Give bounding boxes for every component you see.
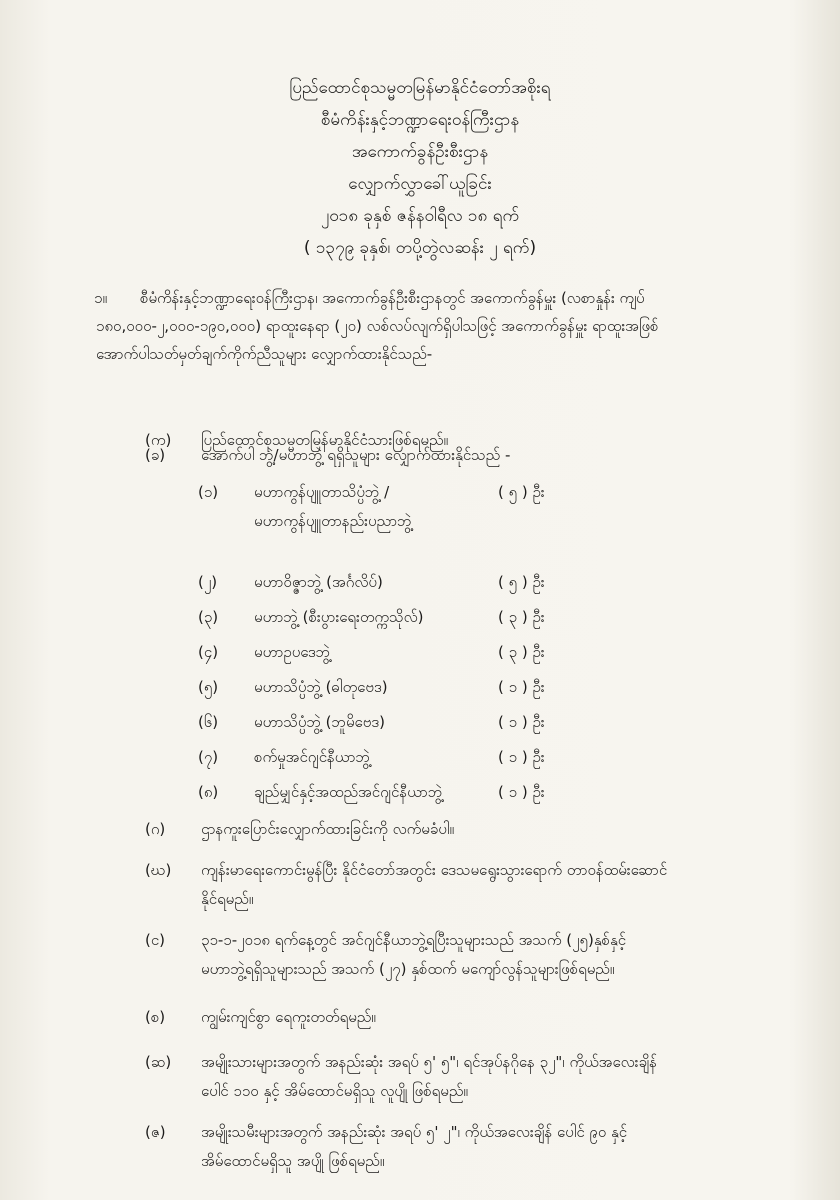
degree-name-alt: မဟာကွန်ပျူတာနည်းပညာဘွဲ့ [254, 512, 412, 530]
announcement-date: ၂၀၁၈ ခုနှစ် ဇန်နဝါရီလ ၁၈ ရက် [320, 206, 520, 226]
announcement-title: လျှောက်လွှာခေါ်ယူခြင်း [348, 174, 492, 194]
degree-count: ( ၃ ) ဦး [498, 643, 545, 661]
department-title: အကောက်ခွန်ဦးစီးဌာန [351, 142, 489, 162]
degree-row [198, 708, 578, 737]
condition-gha [145, 856, 757, 914]
degree-count: ( ၁ ) ဦး [498, 783, 545, 801]
degree-row [198, 603, 578, 632]
degree-marker: (၈) [198, 783, 219, 801]
degree-marker: (၄) [198, 643, 219, 661]
degree-name: မဟာဝိဇ္ဇာဘွဲ့ (အင်္ဂလိပ်) [254, 573, 383, 591]
degree-count: ( ၁ ) ဦး [498, 713, 545, 731]
degree-marker: (၂) [198, 573, 218, 591]
condition-text: ဌာနကူးပြောင်းလျှောက်ထားခြင်းကို လက်မခံပါ။ [201, 820, 455, 838]
condition-marker: (ဇ) [145, 1123, 166, 1141]
condition-text: အမျိုးသားများအတွက် အနည်းဆုံး အရပ် ၅' ၅"၊ ရင်အုပ်နဂိုနေ ၃၂"၊ ကိုယ်အလေးချိန် [201, 1053, 658, 1071]
condition-marker: (ဃ) [145, 861, 172, 879]
degree-row [198, 673, 578, 702]
announcement-lunar-date: ( ၁၃၇၉ ခုနှစ်၊ တပို့တွဲလဆန်း ၂ ရက်) [303, 238, 537, 258]
government-title: ပြည်ထောင်စုသမ္မတမြန်မာနိုင်ငံတော်အစိုးရ [289, 78, 551, 98]
document-header [0, 72, 840, 264]
condition-text: ပေါင် ၁၁၀ နှင့် အိမ်ထောင်မရှိသူ လူပျို ဖြစ်ရမည်။ [201, 1082, 468, 1100]
degree-name: မဟာဘွဲ့ (စီးပွားရေးတက္ကသိုလ်) [254, 608, 424, 626]
degree-marker: (၇) [198, 748, 219, 766]
condition-text: နိုင်ရမည်။ [201, 890, 254, 908]
condition-marker: (ဂ) [145, 820, 166, 838]
degree-count: ( ၅ ) ဦး [498, 573, 545, 591]
condition-marker: (က) [145, 431, 172, 449]
condition-text: ကျွမ်းကျင်စွာ ရေကူးတတ်ရမည်။ [201, 1008, 376, 1026]
condition-za [145, 1118, 757, 1176]
degree-row [198, 478, 578, 536]
condition-marker: (ခ) [145, 446, 166, 464]
condition-text: ၃၁-၁-၂၀၁၈ ရက်နေ့တွင် အင်ဂျင်နီယာဘွဲ့ရပြီးသူများသည် အသက် (၂၅)နှစ်နှင့် [201, 931, 627, 949]
degree-marker: (၁) [198, 483, 219, 501]
condition-text: အောက်ပါ ဘွဲ့/မဟာဘွဲ့ ရရှိသူများ လျှောက်ထားနိုင်သည် - [201, 446, 511, 464]
degree-name: မဟာကွန်ပျူတာသိပ္ပံဘွဲ့ / [254, 483, 390, 501]
degree-count: ( ၁ ) ဦး [498, 678, 545, 696]
condition-marker: (ဆ) [145, 1053, 172, 1071]
condition-marker: (င) [145, 931, 166, 949]
condition-hsa [145, 1048, 757, 1106]
ministry-title: စီမံကိန်းနှင့်ဘဏ္ဍာရေးဝန်ကြီးဌာန [320, 110, 520, 130]
intro-line: ၁၈၀,၀၀၀-၂,၀၀၀-၁၉၀,၀၀၀) ရာထူးနေရာ (၂၀) လစ်လပ်လျက်ရှိပါသဖြင့် အကောက်ခွန်မှူး ရာထူးအဖြစ် [96, 317, 659, 335]
intro-line: စီမံကိန်းနှင့်ဘဏ္ဍာရေးဝန်ကြီးဌာန၊ အကောက်ခွန်ဦးစီးဌာနတွင် အကောက်ခွန်မှူး (လစာနှုန်း ကျပ် [140, 289, 645, 307]
degree-row [198, 743, 578, 772]
intro-line: အောက်ပါသတ်မှတ်ချက်ကိုက်ညီသူများ လျှောက်ထားနိုင်သည်- [96, 345, 433, 363]
degree-name: မဟာဥပဒေဘွဲ့ [254, 643, 331, 661]
degree-name: မဟာသိပ္ပံဘွဲ့ (ဓါတုဗေဒ) [254, 678, 388, 696]
condition-ga [145, 815, 757, 844]
intro-paragraph [96, 284, 752, 368]
degree-marker: (၅) [198, 678, 219, 696]
condition-text: အမျိုးသမီးများအတွက် အနည်းဆုံး အရပ် ၅' ၂"၊ ကိုယ်အလေးချိန် ပေါင် ၉၀ နှင့် [201, 1123, 628, 1141]
condition-marker: (စ) [145, 1008, 166, 1026]
condition-text: မဟာဘွဲ့ရရှိသူများသည် အသက် (၂၇) နှစ်ထက် မကျော်လွန်သူများဖြစ်ရမည်။ [201, 960, 615, 978]
condition-sa [145, 1003, 757, 1032]
condition-nga [145, 926, 757, 984]
condition-text: ပြည်ထောင်စုသမ္မတမြန်မာနိုင်ငံသားဖြစ်ရမည်။ [201, 431, 449, 449]
condition-kha-line [145, 441, 757, 470]
degree-count: ( ၁ ) ဦး [498, 748, 545, 766]
degree-row [198, 568, 578, 597]
paragraph-number: ၁။ [94, 289, 107, 307]
degree-row [198, 638, 578, 667]
condition-text: ကျန်းမာရေးကောင်းမွန်ပြီး နိုင်ငံတော်အတွင်း ဒေသမရွေးသွားရောက် တာဝန်ထမ်းဆောင် [201, 861, 668, 879]
degree-row [198, 778, 578, 807]
degree-marker: (၃) [198, 608, 219, 626]
condition-text: အိမ်ထောင်မရှိသူ အပျို ဖြစ်ရမည်။ [201, 1152, 385, 1170]
degree-name: စက်မှုအင်ဂျင်နီယာဘွဲ့ [254, 748, 370, 766]
degree-name: ချည်မျှင်နှင့်အထည်အင်ဂျင်နီယာဘွဲ့ [254, 783, 443, 801]
degree-count: ( ၅ ) ဦး [498, 483, 545, 501]
degree-marker: (၆) [198, 713, 219, 731]
degree-name: မဟာသိပ္ပံဘွဲ့ (ဘူမိဗေဒ) [254, 713, 385, 731]
degree-count: ( ၃ ) ဦး [498, 608, 545, 626]
